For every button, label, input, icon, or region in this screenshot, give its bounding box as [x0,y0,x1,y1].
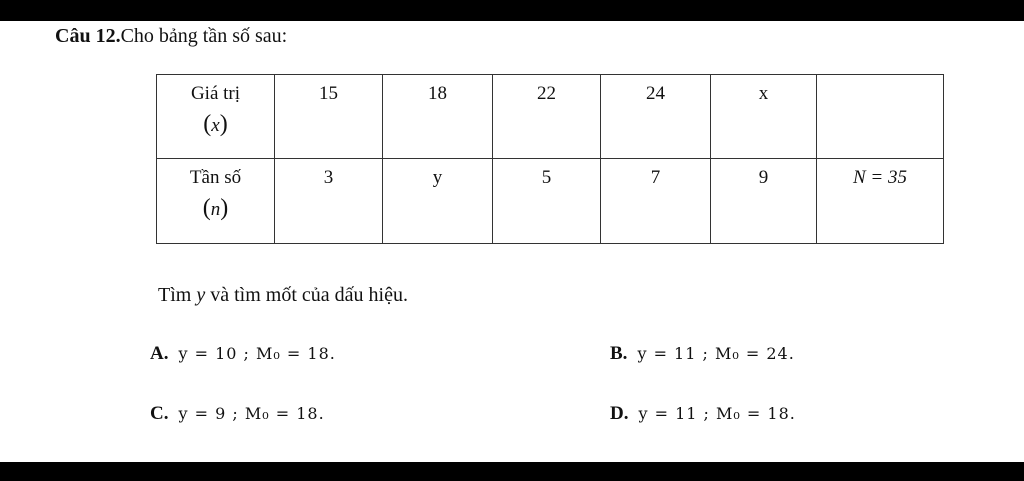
table-cell: 9 [711,159,817,244]
option-label: C. [150,403,169,424]
symbol-n: n [210,199,221,220]
table-cell: y [383,159,493,244]
table-cell: 7 [601,159,711,244]
option-label: D. [610,403,629,424]
table-cell: 18 [383,75,493,159]
answer-option-b[interactable] [610,343,795,365]
table-row-frequency [157,159,944,244]
document-page [0,21,1024,462]
table-cell: 15 [275,75,383,159]
option-label: A. [150,343,169,364]
table-cell: 24 [601,75,711,159]
table-cell [817,75,944,159]
option-value: y = 11 ; M₀ = 18. [638,404,796,423]
table-cell-total: N = 35 [817,159,944,244]
table-row-values [157,75,944,159]
question-number: Câu 12. [55,25,121,47]
option-value: y = 11 ; M₀ = 24. [637,344,795,363]
question-prompt: Tìm y và tìm mốt của dấu hiệu. [158,284,408,306]
symbol-x: x [211,115,220,136]
answer-option-c[interactable] [150,403,325,425]
frequency-table [156,74,944,244]
question-title [55,25,287,48]
question-text: Cho bảng tần số sau: [120,25,288,47]
header-cell-value: Giá trị (x) [157,75,275,159]
header-cell-frequency: Tần số (n) [157,159,275,244]
prompt-variable: y [196,284,206,306]
table-cell: 5 [493,159,601,244]
option-value: y = 9 ; M₀ = 18. [178,404,325,423]
option-value: y = 10 ; M₀ = 18. [178,344,336,363]
option-label: B. [610,343,628,364]
table-cell: 3 [275,159,383,244]
answer-option-d[interactable] [610,403,796,425]
table-cell: 22 [493,75,601,159]
table-cell: x [711,75,817,159]
answer-option-a[interactable] [150,343,336,365]
